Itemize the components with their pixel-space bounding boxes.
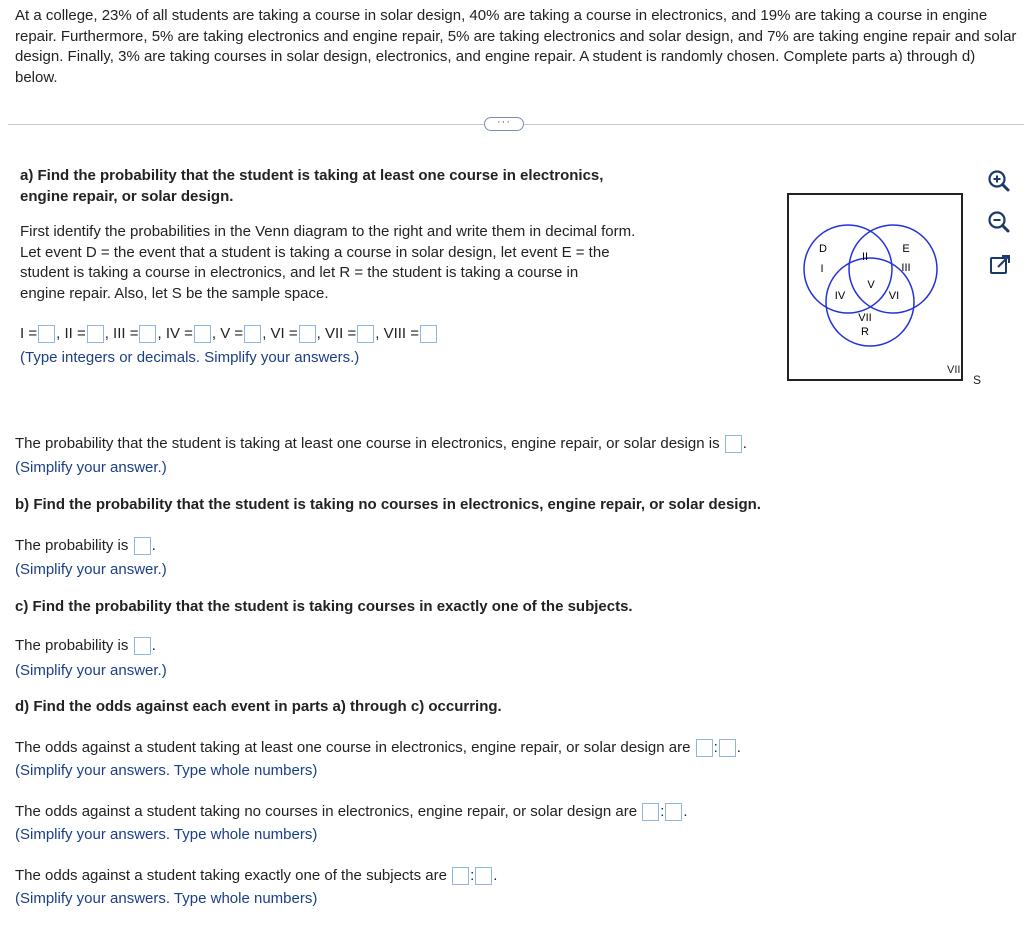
part-c-row: [15, 636, 156, 657]
instruction-line: First identify the probabilities in the Venn diagram to the right and write them in decimal form.: [20, 223, 636, 240]
instruction-line: Let event D = the event that a student is taking a course in solar design, let event E = the: [20, 243, 610, 261]
region-i-input[interactable]: [38, 325, 55, 343]
part-a-instructions: [20, 222, 635, 304]
region-viii-input[interactable]: [420, 325, 437, 343]
period: .: [151, 637, 156, 654]
venn-region-iv: IV: [834, 290, 846, 302]
region-label-viii: , VIII =: [375, 325, 420, 342]
odds-c-hint: (Simplify your answers. Type whole numbers): [15, 890, 318, 907]
problem-statement: At a college, 23% of all students are taking a course in solar design, 40% are taking a course in electronics, and 19% are taking a course in engine repair. Furthermore, 5% are taking electronics and engine repair, 5% are taking electronics and solar design, and 7% are taking engine repair and solar design. Finally, 3% are taking courses in solar design, electronics, and engine repair. A student is randomly chosen. Complete parts a) through d) below.: [15, 7, 1017, 86]
part-a-probability-hint: (Simplify your answer.): [15, 459, 167, 476]
odds-b-hint: (Simplify your answers. Type whole numbers): [15, 826, 318, 843]
part-a-probability-prompt: The probability that the student is taking at least one course in electronics, engine repair, or solar design is: [15, 435, 720, 452]
region-hint: (Type integers or decimals. Simplify your answers.): [20, 349, 360, 366]
region-iv-input[interactable]: [194, 325, 211, 343]
part-b-prompt: The probability is: [15, 537, 129, 554]
venn-region-vi: VI: [888, 290, 900, 302]
period: .: [493, 867, 498, 884]
odds-a-hint: (Simplify your answers. Type whole numbers): [15, 762, 318, 779]
odds-c-second-input[interactable]: [475, 867, 492, 885]
more-button[interactable]: ···: [484, 117, 524, 131]
venn-label-e: E: [902, 243, 910, 255]
region-answer-row: [20, 324, 438, 345]
period: .: [151, 537, 156, 554]
part-b-probability-input[interactable]: [134, 537, 151, 555]
odds-c-first-input[interactable]: [452, 867, 469, 885]
region-vii-input[interactable]: [357, 325, 374, 343]
odds-a-second-input[interactable]: [719, 739, 736, 757]
venn-region-ii: II: [861, 251, 869, 263]
odds-a-prompt: The odds against a student taking at least one course in electronics, engine repair, or solar design are: [15, 739, 691, 756]
period: .: [736, 739, 741, 756]
odds-b-prompt: The odds against a student taking no courses in electronics, engine repair, or solar design are: [15, 803, 638, 820]
venn-region-v: V: [867, 279, 875, 291]
odds-c-row: [15, 866, 497, 887]
region-label-i: I =: [20, 325, 38, 342]
odds-b-second-input[interactable]: [665, 803, 682, 821]
part-d-heading: d) Find the odds against each event in parts a) through c) occurring.: [15, 698, 502, 715]
part-c-probability-input[interactable]: [134, 637, 151, 655]
part-a-heading-line2: engine repair, or solar design.: [20, 187, 234, 205]
period: .: [742, 435, 747, 452]
region-label-iii: , III =: [104, 325, 139, 342]
venn-region-iii: III: [901, 262, 911, 274]
venn-diagram: [787, 193, 963, 381]
region-ii-input[interactable]: [87, 325, 104, 343]
region-label-ii: , II =: [56, 325, 86, 342]
region-label-v: , V =: [211, 325, 244, 342]
region-v-input[interactable]: [244, 325, 261, 343]
region-label-vi: , VI =: [262, 325, 298, 342]
period: .: [683, 803, 688, 820]
odds-c-prompt: The odds against a student taking exactly one of the subjects are: [15, 867, 447, 884]
odds-a-row: [15, 738, 741, 759]
venn-region-vii: VII: [858, 312, 872, 324]
odds-b-first-input[interactable]: [642, 803, 659, 821]
part-a-probability-input[interactable]: [725, 435, 742, 453]
region-vi-input[interactable]: [299, 325, 316, 343]
venn-region-i: I: [820, 263, 824, 275]
venn-label-d: D: [819, 243, 827, 255]
odds-colon: :: [713, 739, 718, 756]
part-b-hint: (Simplify your answer.): [15, 561, 167, 578]
odds-a-first-input[interactable]: [696, 739, 713, 757]
zoom-in-icon[interactable]: [987, 169, 1011, 193]
part-a-heading: [20, 166, 603, 207]
part-c-prompt: The probability is: [15, 637, 129, 654]
part-a-probability-row: [15, 434, 747, 455]
part-c-heading: c) Find the probability that the student is taking courses in exactly one of the subjects.: [15, 598, 633, 615]
part-a-heading-line1: a) Find the probability that the student is taking at least one course in electronics,: [20, 167, 604, 184]
open-new-window-icon[interactable]: [988, 253, 1012, 277]
venn-region-viii: VIII: [947, 364, 964, 376]
odds-colon: :: [470, 867, 475, 884]
part-b-row: [15, 536, 156, 557]
region-label-iv: , IV =: [157, 325, 193, 342]
instruction-line: student is taking a course in electronics, and let R = the student is taking a course in: [20, 264, 579, 281]
instruction-line: engine repair. Also, let S be the sample space.: [20, 284, 329, 302]
part-c-hint: (Simplify your answer.): [15, 662, 167, 679]
odds-colon: :: [660, 803, 665, 820]
venn-label-s: S: [973, 373, 982, 387]
zoom-out-icon[interactable]: [987, 210, 1011, 234]
venn-circle-d: [804, 225, 892, 313]
odds-b-row: [15, 802, 688, 823]
part-b-heading: b) Find the probability that the student is taking no courses in electronics, engine repair, or solar design.: [15, 496, 761, 513]
venn-label-r: R: [861, 326, 869, 338]
region-iii-input[interactable]: [139, 325, 156, 343]
region-label-vii: , VII =: [316, 325, 357, 342]
